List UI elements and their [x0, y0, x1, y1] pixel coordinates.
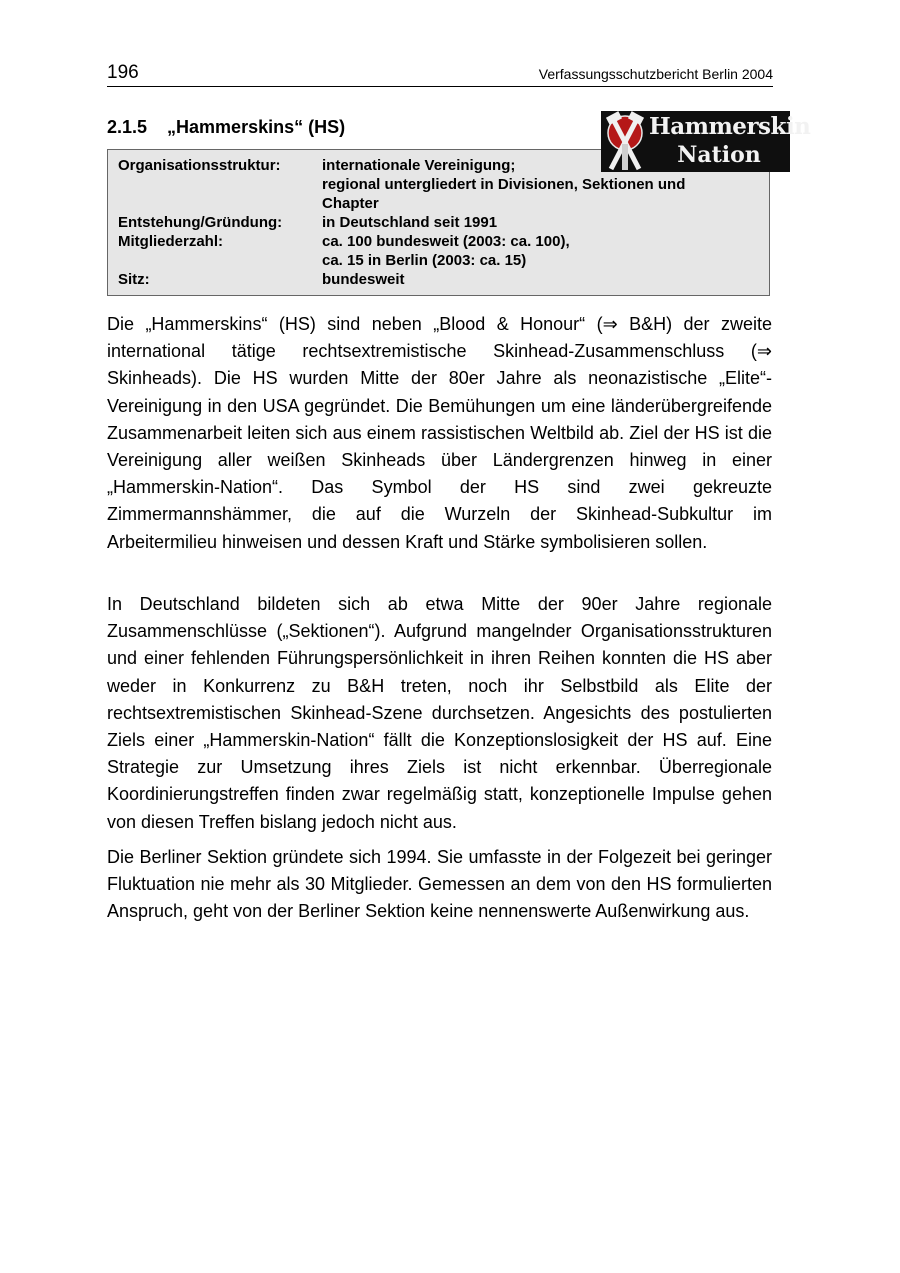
- info-label: Mitgliederzahl:: [118, 233, 224, 250]
- logo-text-line2: Nation: [677, 142, 761, 168]
- running-title: Verfassungsschutzbericht Berlin 2004: [538, 66, 773, 82]
- info-value: ca. 100 bundesweit (2003: ca. 100), ca. 15 in Berlin (2003: ca. 15): [322, 233, 570, 269]
- logo-text-line1: Hammerskin: [649, 113, 811, 140]
- page-number: 196: [107, 62, 139, 83]
- page-header: [107, 62, 773, 87]
- info-value: bundesweit: [322, 271, 405, 288]
- info-value: internationale Vereinigung; regional untergliedert in Divisionen, Sektionen und Chapter: [322, 157, 686, 212]
- body-paragraph-1: Die „Hammerskins“ (HS) sind neben „Blood & Honour“ (⇒ B&H) der zweite international tätige rechtsextremistische Skinhead-Zusammenschluss (⇒ Skinheads). Die HS wurden Mitte der 80er Jahre als neonazistische „Elite“-Vereinigung in den USA gegründet. Die Bemühungen um eine länderübergreifende Zusammenarbeit leiten sich aus einem rassistischen Weltbild ab. Ziel der HS ist die Vereinigung aller weißen Skinheads über Ländergrenzen hinweg in einer „Hammerskin-Nation“. Das Symbol der HS sind zwei gekreuzte Zimmermannshämmer, die auf die Wurzeln der Skinhead-Subkultur im Arbeitermilieu hinweisen und dessen Kraft und Stärke symbolisieren sollen.: [107, 314, 772, 552]
- body-paragraph-3: Die Berliner Sektion gründete sich 1994. Sie umfasste in der Folgezeit bei geringer Fluktuation nie mehr als 30 Mitglieder. Gemessen an dem von den HS formulierten Anspruch, geht von der Berliner Sektion keine nennenswerte Außenwirkung aus.: [107, 847, 772, 922]
- body-paragraph-2: In Deutschland bildeten sich ab etwa Mitte der 90er Jahre regionale Zusammenschlüsse („Sektionen“). Aufgrund mangelnder Organisationsstrukturen und einer fehlenden Führungspersönlichkeit in ihren Reihen konnten die HS aber weder in Konkurrenz zu B&H treten, noch ihr Selbstbild als Elite der rechtsextremistischen Skinhead-Szene durchsetzen. Angesichts des postulierten Ziels einer „Hammerskin-Nation“ fällt die Konzeptionslosigkeit der HS auf. Eine Strategie zur Umsetzung ihres Ziels ist nicht erkennbar. Überregionale Koordinierungstreffen finden zwar regelmäßig statt, konzeptionelle Impulse gehen von diesen Treffen bislang jedoch nicht aus.: [107, 594, 772, 832]
- info-value: in Deutschland seit 1991: [322, 214, 498, 231]
- crossed-hammers-icon: [601, 111, 651, 172]
- section-heading: 2.1.5 „Hammerskins“ (HS): [107, 117, 346, 137]
- info-label: Entstehung/Gründung:: [118, 214, 283, 231]
- info-label: Organisationsstruktur:: [118, 157, 281, 174]
- hammerskin-nation-logo: [601, 111, 811, 172]
- info-label: Sitz:: [118, 271, 150, 288]
